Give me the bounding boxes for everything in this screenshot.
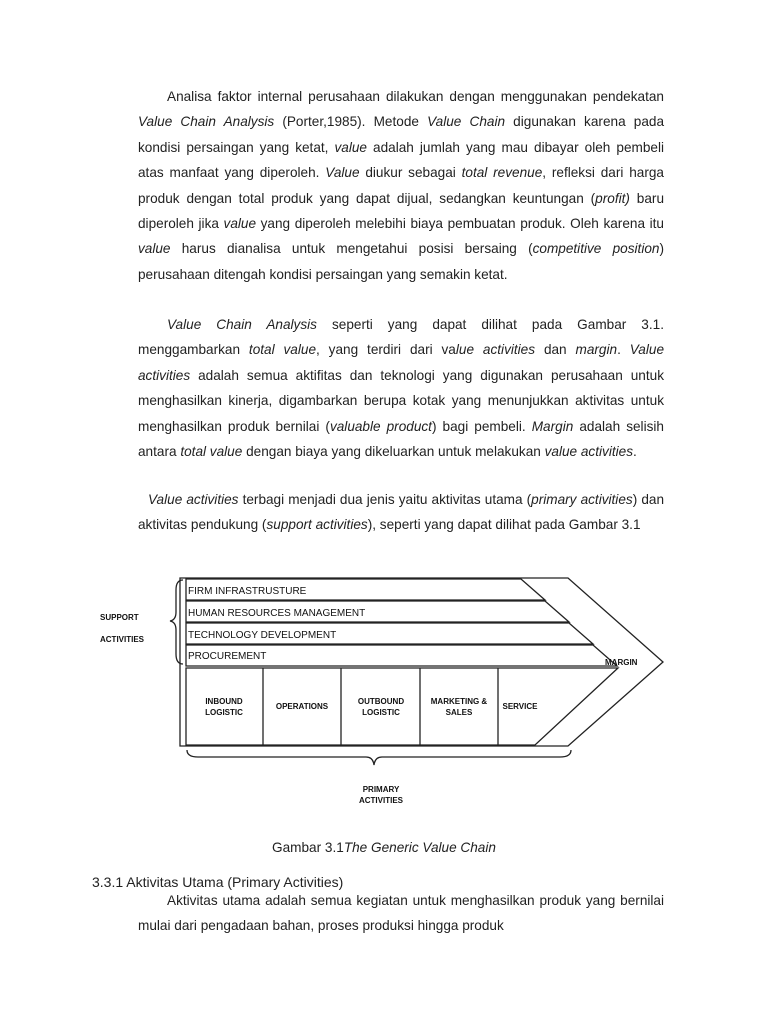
primary-cell-label: LOGISTIC	[205, 708, 243, 717]
support-activities-label: ACTIVITIES	[100, 635, 145, 644]
support-row-label: FIRM INFRASTRUSTURE	[188, 586, 307, 597]
paragraph-value-chain-analysis: Value Chain Analysis seperti yang dapat dilihat pada Gambar 3.1. menggambarkan total value, yang terdiri dari value activities dan margin. Value activities adalah semua aktifitas dan teknologi yang digunakan perusahaan untuk menghasilkan kinerja, digambarkan berupa kotak yang menunjukkan aktivitas untuk menghasilkan produk bernilai (valuable product) bagi pembeli. Margin adalah selisih antara total value dengan biaya yang dikeluarkan untuk melakukan value activities.	[138, 317, 665, 460]
paragraph-primary-activities: Aktivitas utama adalah semua kegiatan untuk menghasilkan produk yang bernilai mulai dari pengadaan bahan, proses produksi hingga produk	[138, 893, 664, 934]
support-row-label: TECHNOLOGY DEVELOPMENT	[188, 630, 337, 641]
support-activities-label: SUPPORT	[100, 613, 139, 622]
primary-box	[186, 668, 618, 745]
margin-label: MARGIN	[605, 658, 638, 667]
paragraph-value-activities: Value activities terbagi menjadi dua jenis yaitu aktivitas utama (primary activities) dan aktivitas pendukung (support activities), seperti yang dapat dilihat pada Gambar 3.1	[138, 492, 665, 533]
primary-cell-label: SALES	[445, 708, 473, 717]
paragraph-value-chain-intro: Analisa faktor internal perusahaan dilakukan dengan menggunakan pendekatan Value Chain Analysis (Porter,1985). Metode Value Chain digunakan karena pada kondisi persaingan yang ketat, value adalah jumlah yang mau dibayar oleh pembeli atas manfaat yang diperoleh. Value diukur sebagai total revenue, refleksi dari harga produk dengan total produk yang dapat dijual, sedangkan keuntungan (profit) baru diperoleh jika value yang diperoleh melebihi biaya pembuatan produk. Oleh karena itu value harus dianalisa untuk mengetahui posisi bersaing (competitive position) perusahaan ditengah kondisi persaingan yang semakin ketat.	[138, 89, 665, 282]
caption-title: The Generic Value Chain	[343, 840, 496, 855]
caption-prefix: Gambar 3.1	[272, 840, 344, 855]
primary-cell-label: MARKETING &	[430, 697, 488, 706]
primary-cell-label: SERVICE	[502, 702, 538, 711]
support-row-label: PROCUREMENT	[188, 651, 267, 662]
primary-cell-label: OPERATIONS	[275, 702, 329, 711]
figure-caption	[0, 840, 768, 855]
section-heading: 3.3.1 Aktivitas Utama (Primary Activities)	[92, 874, 344, 890]
value-chain-outline	[180, 578, 663, 746]
support-brace	[170, 580, 183, 664]
primary-activities-label: ACTIVITIES	[358, 796, 404, 805]
primary-cell-label: INBOUND	[205, 697, 243, 706]
primary-brace	[187, 750, 571, 765]
support-row-label: HUMAN RESOURCES MANAGEMENT	[188, 608, 366, 619]
primary-cell-label: LOGISTIC	[362, 708, 400, 717]
primary-cell-label: OUTBOUND	[357, 697, 405, 706]
primary-activities-label: PRIMARY	[362, 785, 400, 794]
